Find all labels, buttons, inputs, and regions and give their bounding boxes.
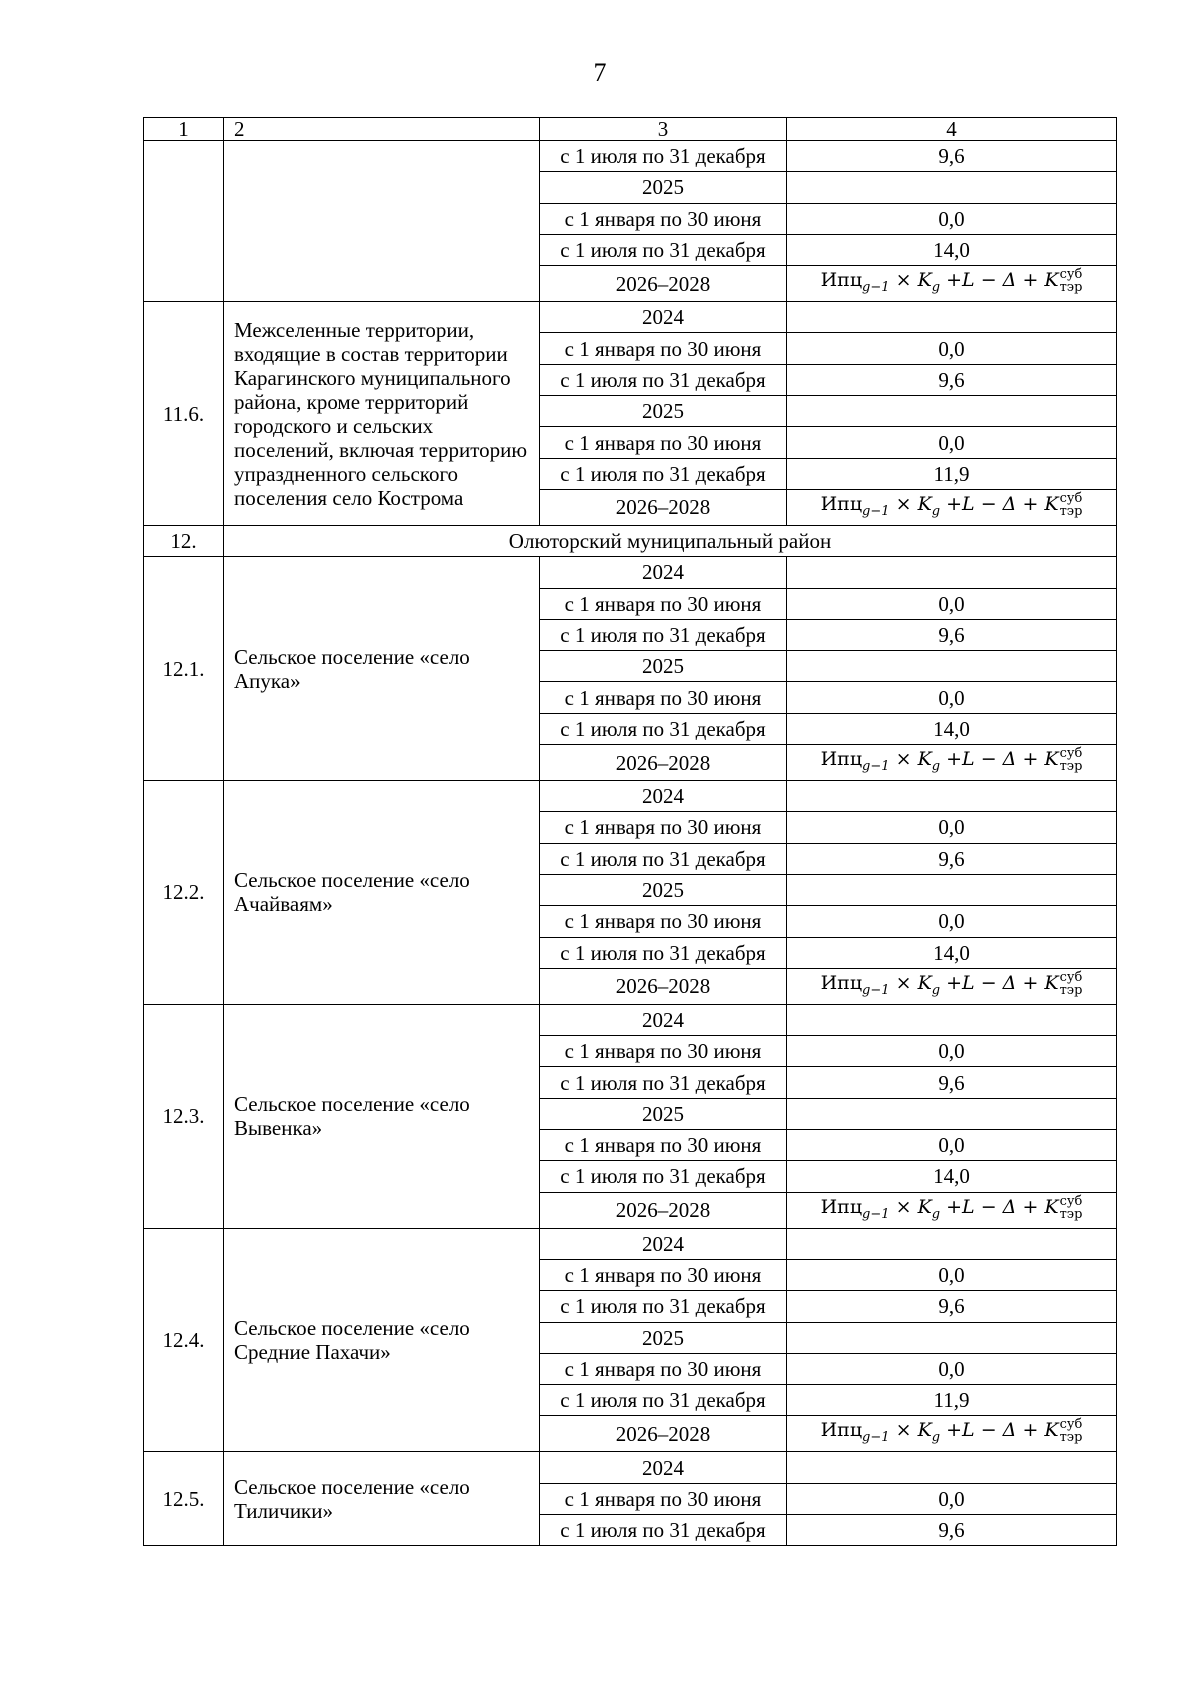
value-cell bbox=[787, 1192, 1117, 1228]
value-cell bbox=[787, 1416, 1117, 1452]
row-number bbox=[144, 141, 224, 302]
column-number-3: 3 bbox=[540, 118, 787, 141]
period-cell: 2026–2028 bbox=[540, 968, 787, 1004]
period-cell: с 1 июля по 31 декабря bbox=[540, 1067, 787, 1098]
period-cell: с 1 июля по 31 декабря bbox=[540, 364, 787, 395]
period-cell: 2025 bbox=[540, 396, 787, 427]
column-number-2: 2 bbox=[224, 118, 540, 141]
settlement-name bbox=[224, 141, 540, 302]
period-cell: с 1 июля по 31 декабря bbox=[540, 1514, 787, 1545]
period-cell: с 1 июля по 31 декабря bbox=[540, 713, 787, 744]
table-header-row bbox=[144, 118, 1117, 141]
value-cell: 0,0 bbox=[787, 333, 1117, 364]
tariff-formula: $Ипц_{g-1} \times K_g +L - \Delta + K$ суб тэр bbox=[820, 1417, 1083, 1446]
period-cell: с 1 января по 30 июня bbox=[540, 203, 787, 234]
period-cell: с 1 января по 30 июня bbox=[540, 906, 787, 937]
period-cell: 2024 bbox=[540, 1452, 787, 1483]
column-number-1: 1 bbox=[144, 118, 224, 141]
value-cell: 14,0 bbox=[787, 234, 1117, 265]
period-cell: 2024 bbox=[540, 1004, 787, 1035]
period-cell: с 1 июля по 31 декабря bbox=[540, 843, 787, 874]
value-cell: 14,0 bbox=[787, 1161, 1117, 1192]
value-cell: 0,0 bbox=[787, 203, 1117, 234]
period-cell: 2025 bbox=[540, 1098, 787, 1129]
value-cell: 9,6 bbox=[787, 619, 1117, 650]
period-cell: 2024 bbox=[540, 1228, 787, 1259]
period-cell: 2026–2028 bbox=[540, 1416, 787, 1452]
column-number-4: 4 bbox=[787, 118, 1117, 141]
row-number: 12.2. bbox=[144, 781, 224, 1005]
value-cell: 11,9 bbox=[787, 458, 1117, 489]
value-cell: 0,0 bbox=[787, 812, 1117, 843]
period-cell: с 1 января по 30 июня bbox=[540, 1353, 787, 1384]
period-cell: 2025 bbox=[540, 874, 787, 905]
settlement-name: Сельское поселение «село Вывенка» bbox=[224, 1004, 540, 1228]
table-row bbox=[144, 1004, 1117, 1035]
value-cell: 9,6 bbox=[787, 843, 1117, 874]
period-cell: 2024 bbox=[540, 302, 787, 333]
period-cell: 2025 bbox=[540, 1322, 787, 1353]
period-cell: с 1 июля по 31 декабря bbox=[540, 619, 787, 650]
value-cell bbox=[787, 1004, 1117, 1035]
period-cell: с 1 июля по 31 декабря bbox=[540, 234, 787, 265]
settlement-name: Сельское поселение «село Тиличики» bbox=[224, 1452, 540, 1546]
period-cell: 2024 bbox=[540, 557, 787, 588]
value-cell: 0,0 bbox=[787, 588, 1117, 619]
table-row bbox=[144, 781, 1117, 812]
value-cell bbox=[787, 396, 1117, 427]
value-cell: 9,6 bbox=[787, 1514, 1117, 1545]
tariff-formula: $Ипц_{g-1} \times K_g +L - \Delta + K$ суб тэр bbox=[820, 969, 1083, 998]
value-cell bbox=[787, 781, 1117, 812]
table-row bbox=[144, 302, 1117, 333]
period-cell: с 1 июля по 31 декабря bbox=[540, 458, 787, 489]
period-cell: с 1 января по 30 июня bbox=[540, 1130, 787, 1161]
period-cell: с 1 января по 30 июня bbox=[540, 427, 787, 458]
value-cell bbox=[787, 1322, 1117, 1353]
period-cell: с 1 января по 30 июня bbox=[540, 1259, 787, 1290]
value-cell: 9,6 bbox=[787, 1067, 1117, 1098]
period-cell: 2025 bbox=[540, 651, 787, 682]
district-title: Олюторский муниципальный район bbox=[224, 525, 1117, 556]
value-cell bbox=[787, 266, 1117, 302]
value-cell bbox=[787, 968, 1117, 1004]
value-cell: 0,0 bbox=[787, 1036, 1117, 1067]
value-cell: 0,0 bbox=[787, 427, 1117, 458]
period-cell: 2026–2028 bbox=[540, 745, 787, 781]
value-cell bbox=[787, 489, 1117, 525]
tariff-formula: $Ипц_{g-1} \times K_g +L - \Delta + K$ суб тэр bbox=[820, 1193, 1083, 1222]
row-number: 12.3. bbox=[144, 1004, 224, 1228]
period-cell: с 1 июля по 31 декабря bbox=[540, 1385, 787, 1416]
period-cell: 2025 bbox=[540, 172, 787, 203]
value-cell bbox=[787, 302, 1117, 333]
table-row bbox=[144, 1228, 1117, 1259]
value-cell: 9,6 bbox=[787, 1291, 1117, 1322]
period-cell: 2024 bbox=[540, 781, 787, 812]
value-cell: 14,0 bbox=[787, 713, 1117, 744]
period-cell: с 1 января по 30 июня bbox=[540, 1036, 787, 1067]
value-cell: 0,0 bbox=[787, 1259, 1117, 1290]
value-cell bbox=[787, 557, 1117, 588]
table-row bbox=[144, 141, 1117, 172]
period-cell: с 1 января по 30 июня bbox=[540, 588, 787, 619]
row-number: 11.6. bbox=[144, 302, 224, 526]
row-number: 12.5. bbox=[144, 1452, 224, 1546]
settlement-name: Сельское поселение «село Ачайваям» bbox=[224, 781, 540, 1005]
period-cell: с 1 июля по 31 декабря bbox=[540, 937, 787, 968]
page-number: 7 bbox=[593, 58, 607, 87]
value-cell: 9,6 bbox=[787, 364, 1117, 395]
period-cell: с 1 января по 30 июня bbox=[540, 682, 787, 713]
period-cell: с 1 июля по 31 декабря bbox=[540, 1291, 787, 1322]
value-cell: 11,9 bbox=[787, 1385, 1117, 1416]
period-cell: с 1 июля по 31 декабря bbox=[540, 141, 787, 172]
table-row bbox=[144, 525, 1117, 556]
period-cell: с 1 января по 30 июня bbox=[540, 1483, 787, 1514]
value-cell bbox=[787, 172, 1117, 203]
settlement-name: Сельское поселение «село Средние Пахачи» bbox=[224, 1228, 540, 1452]
value-cell bbox=[787, 651, 1117, 682]
period-cell: 2026–2028 bbox=[540, 1192, 787, 1228]
row-number: 12.1. bbox=[144, 557, 224, 781]
tariff-table bbox=[143, 117, 1117, 1546]
value-cell: 0,0 bbox=[787, 906, 1117, 937]
value-cell: 0,0 bbox=[787, 1130, 1117, 1161]
period-cell: 2026–2028 bbox=[540, 489, 787, 525]
tariff-formula: $Ипц_{g-1} \times K_g +L - \Delta + K$ суб тэр bbox=[820, 746, 1083, 775]
period-cell: с 1 января по 30 июня bbox=[540, 812, 787, 843]
value-cell bbox=[787, 1098, 1117, 1129]
period-cell: 2026–2028 bbox=[540, 266, 787, 302]
settlement-name: Межселенные территории, входящие в состав территории Карагинского муниципального района, кроме территорий городского и сельских поселений, включая территорию упраздненного сельского поселения село Кострома bbox=[224, 302, 540, 526]
tariff-formula: $Ипц_{g-1} \times K_g +L - \Delta + K$ суб тэр bbox=[820, 267, 1083, 296]
value-cell bbox=[787, 745, 1117, 781]
row-number: 12. bbox=[144, 525, 224, 556]
value-cell: 0,0 bbox=[787, 1353, 1117, 1384]
value-cell: 0,0 bbox=[787, 1483, 1117, 1514]
value-cell: 9,6 bbox=[787, 141, 1117, 172]
period-cell: с 1 января по 30 июня bbox=[540, 333, 787, 364]
value-cell bbox=[787, 874, 1117, 905]
row-number: 12.4. bbox=[144, 1228, 224, 1452]
value-cell bbox=[787, 1452, 1117, 1483]
table-row bbox=[144, 557, 1117, 588]
settlement-name: Сельское поселение «село Апука» bbox=[224, 557, 540, 781]
period-cell: с 1 июля по 31 декабря bbox=[540, 1161, 787, 1192]
value-cell: 14,0 bbox=[787, 937, 1117, 968]
tariff-formula: $Ипц_{g-1} \times K_g +L - \Delta + K$ суб тэр bbox=[820, 491, 1083, 520]
value-cell bbox=[787, 1228, 1117, 1259]
value-cell: 0,0 bbox=[787, 682, 1117, 713]
table-row bbox=[144, 1452, 1117, 1483]
